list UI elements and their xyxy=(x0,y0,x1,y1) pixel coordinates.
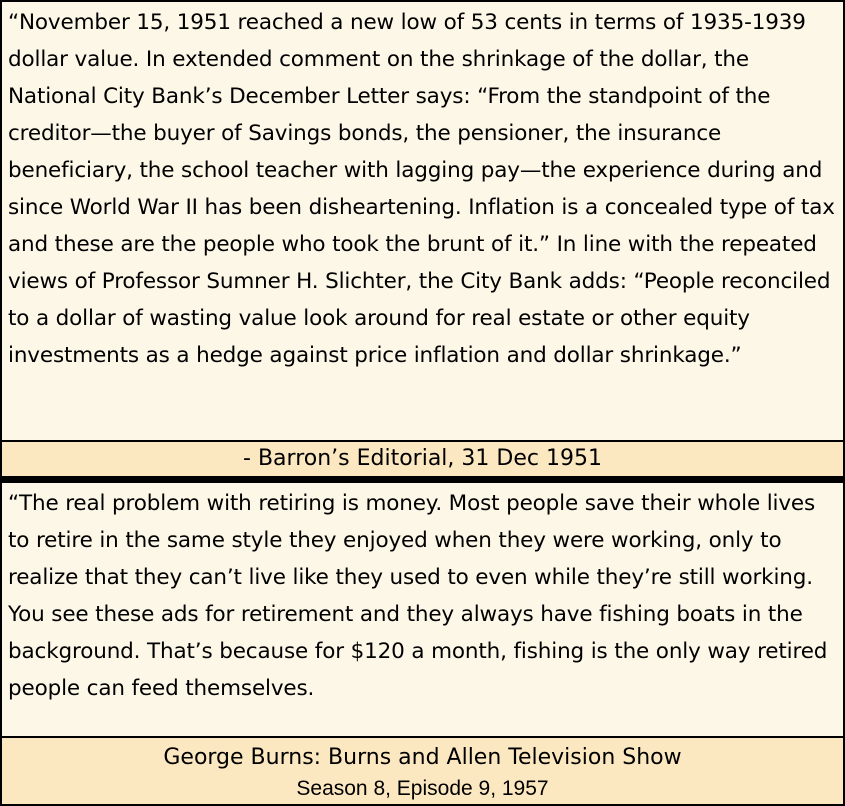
attribution-barrons-text: - Barron’s Editorial, 31 Dec 1951 xyxy=(243,446,602,471)
attribution-george-burns-episode: Season 8, Episode 9, 1957 xyxy=(296,777,549,800)
quote-box-george-burns xyxy=(0,483,845,738)
attribution-barrons xyxy=(0,440,845,476)
attribution-george-burns xyxy=(0,736,845,806)
section-divider xyxy=(0,476,845,483)
quote-text-barrons: “November 15, 1951 reached a new low of 53 cents in terms of 1935-1939 dollar value. In extended comment on the shrinkage of the dollar, the National City Bank’s December Letter says: “From the standpoint of the creditor—the buyer of Savings bonds, the pensioner, the insurance beneficiary, the school teacher with lagging pay—the experience during and since World War II has been disheartening. Inflation is a concealed type of tax and these are the people who took the brunt of it.” In line with the repeated views of Professor Sumner H. Slichter, the City Bank adds: “People reconciled to a dollar of wasting value look around for real estate or other equity investments as a hedge against price inflation and dollar shrinkage.” xyxy=(8,10,835,368)
attribution-george-burns-show: George Burns: Burns and Allen Television Show xyxy=(163,745,682,770)
quote-text-george-burns: “The real problem with retiring is money. Most people save their whole lives to retire in the same style they enjoyed when they were working, only to realize that they can’t live like they used to even while they’re still working. You see these ads for retirement and they always have fishing boats in the background. That’s because for $120 a month, fishing is the only way retired people can feed themselves. xyxy=(8,491,828,701)
